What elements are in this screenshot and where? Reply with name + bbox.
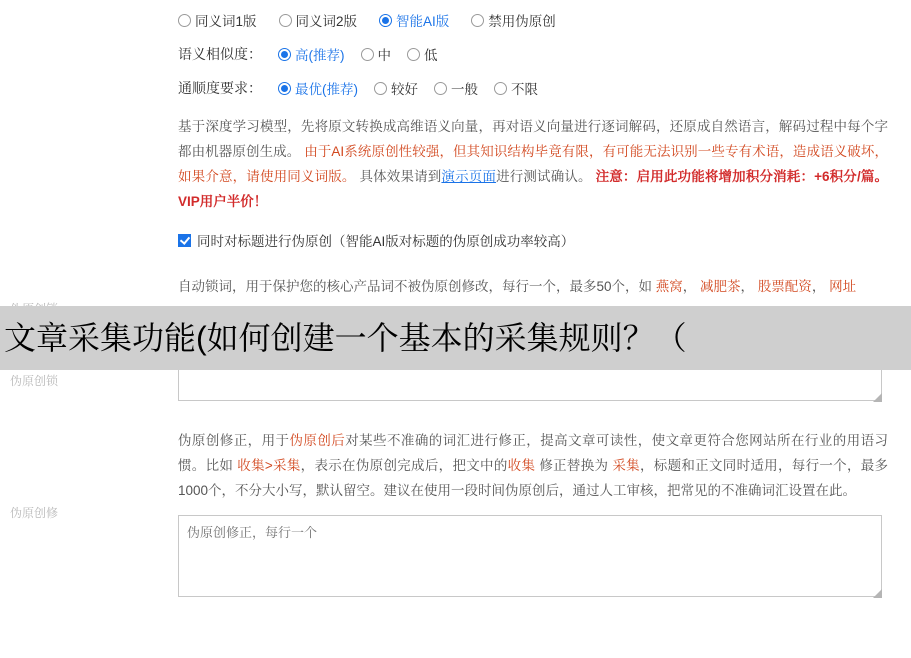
radio-label: 不限: [511, 82, 538, 97]
radio-option-similarity-low[interactable]: [407, 44, 438, 64]
radio-indicator[interactable]: [434, 82, 447, 95]
radio-indicator[interactable]: [374, 82, 387, 95]
radio-indicator[interactable]: [279, 14, 292, 27]
title-rewrite-checkbox-row[interactable]: [178, 230, 900, 250]
radio-indicator[interactable]: [407, 48, 420, 61]
checkbox-indicator[interactable]: [178, 234, 191, 247]
radio-option-fluency-good[interactable]: [374, 78, 418, 98]
radio-label: 低: [424, 48, 438, 63]
radio-option-similarity-medium[interactable]: [361, 44, 392, 64]
desc-part2: 由于AI系统原创性较强，但其知识结构毕竟有限，有可能无法识别一些专有术语，造成语义破坏，如果介意，请使用同义词版。: [178, 144, 889, 184]
radio-option-synonym1[interactable]: [178, 10, 257, 30]
fluency-label: 通顺度要求：: [178, 80, 262, 96]
radio-label: 较好: [391, 82, 418, 97]
fluency-row: [178, 78, 900, 98]
radio-option-fluency-unlimited[interactable]: [494, 78, 538, 98]
lock-words-description: 自动锁词，用于保护您的核心产品词不被伪原创修改，每行一个，最多50个，如 燕窝， 减肥茶， 股票配资， 网址: [178, 279, 857, 294]
corr-line2-b: 修正替换为: [539, 458, 609, 473]
radio-option-fluency-best[interactable]: [278, 78, 358, 98]
lock-example-2: 减肥茶: [700, 279, 741, 294]
radio-label: 禁用伪原创: [488, 14, 556, 29]
correction-textarea-wrap: [178, 503, 884, 600]
radio-label: 智能AI版: [396, 14, 450, 29]
similarity-label: 语义相似度：: [178, 46, 262, 62]
corr-word-to: 采集: [612, 458, 640, 473]
lock-example-1: 燕窝: [655, 279, 683, 294]
corr-line2-a: ，表示在伪原创完成后，把文中的: [300, 458, 508, 473]
radio-label: 中: [377, 48, 391, 63]
corr-word-from: 收集: [507, 458, 536, 473]
settings-content: [178, 0, 900, 600]
radio-indicator[interactable]: [178, 14, 191, 27]
desc-part4: 进行测试确认。: [496, 169, 592, 184]
version-radio-group: [178, 0, 900, 30]
ai-description: [178, 114, 888, 214]
lock-example-3: 股票配资: [757, 279, 812, 294]
desc-part1: 基于深度学习模型，先将原文转换成高维语义向量，再对语义向量进行逐词解码，还原成自然语言，解码过程中每个字都由机器原创生成。: [178, 119, 888, 159]
correction-description: [178, 428, 888, 503]
radio-indicator[interactable]: [494, 82, 507, 95]
radio-option-ai[interactable]: [379, 10, 449, 30]
radio-option-synonym2[interactable]: [279, 10, 358, 30]
radio-label: 高(推荐): [295, 48, 345, 63]
ghost-artifact-2: 伪原创锁: [10, 374, 59, 388]
demo-page-link[interactable]: 演示页面: [441, 169, 497, 184]
title-rewrite-label: 同时对标题进行伪原创（智能AI版对标题的伪原创成功率较高）: [197, 234, 575, 249]
corr-keyword-after: 伪原创后: [289, 433, 346, 448]
radio-indicator[interactable]: [278, 82, 291, 95]
radio-indicator[interactable]: [278, 48, 291, 61]
lock-words-text: 自动锁词，用于保护您的核心产品词不被伪原创修改，每行一个，最多50个，如: [178, 279, 653, 294]
radio-option-fluency-normal[interactable]: [434, 78, 478, 98]
overlay-banner-text: 文章采集功能(如何创建一个基本的采集规则？（: [4, 320, 687, 356]
corr-example: 收集>采集: [237, 458, 301, 473]
radio-label: 同义词1版: [195, 14, 257, 29]
corr-line2-c: ，标题和正文同时适用，每行一个，最多1000个，不分大小写，默认留空。建议在使用一段时间伪原创后，通过人工审核，把常见的不准确词汇设置在此。: [178, 458, 889, 498]
radio-label: 同义词2版: [295, 14, 358, 29]
desc-notice: 注意：启用此功能将增加积分消耗：+6积分/篇。VIP用户半价！: [178, 169, 889, 209]
ghost-artifact-3: 伪原创修: [10, 506, 59, 520]
corr-line1-c: 对某些不准确的词汇进行修正，提高文章可读性，使文章更符合您网站所在行业的用语习惯。比如: [178, 433, 889, 473]
radio-option-disable[interactable]: [471, 10, 556, 30]
radio-indicator[interactable]: [379, 14, 392, 27]
correction-textarea[interactable]: [178, 515, 882, 597]
radio-label: 一般: [451, 82, 478, 97]
radio-label: 最优(推荐): [295, 82, 358, 97]
radio-indicator[interactable]: [471, 14, 484, 27]
corr-line1-a: 伪原创修正，用于: [178, 433, 290, 448]
desc-part3: 具体效果请到: [359, 169, 442, 184]
similarity-row: [178, 44, 900, 64]
lock-example-4: 网址: [829, 279, 857, 294]
radio-option-similarity-high[interactable]: [278, 44, 345, 64]
radio-indicator[interactable]: [361, 48, 374, 61]
overlay-banner: [0, 306, 911, 370]
